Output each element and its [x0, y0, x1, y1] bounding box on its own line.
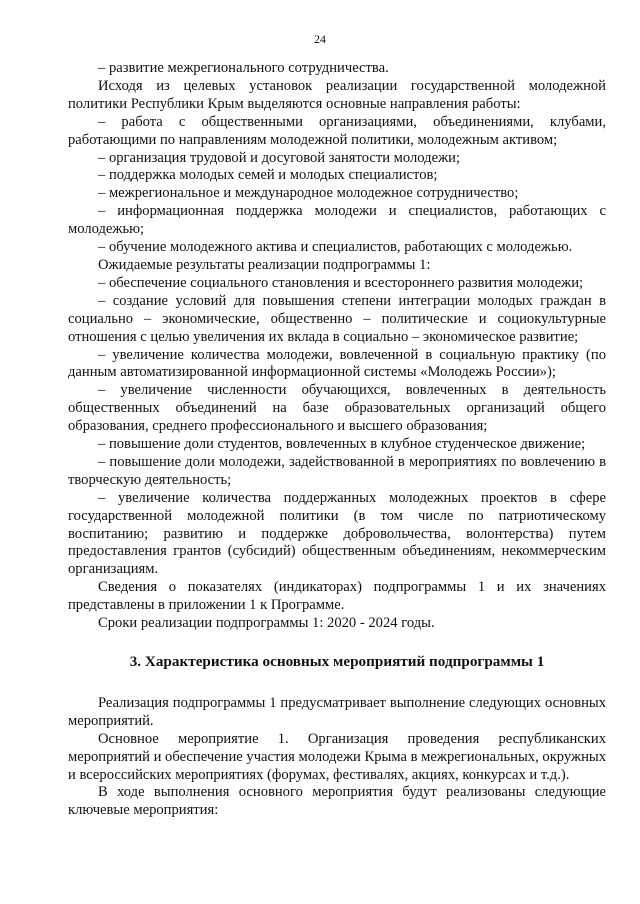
paragraph: Реализация подпрограммы 1 предусматривает выполнение следующих основных мероприятий. — [68, 694, 606, 729]
paragraph: – межрегиональное и международное молодежное сотрудничество; — [98, 185, 519, 202]
paragraph: – создание условий для повышения степени интеграции молодых граждан в социально – экономические, общественно – политические и социокультурные отношения с целью увеличения их вклада в социально – экономическое развитие; — [68, 292, 606, 345]
paragraph: – повышение доли молодежи, задействованной в мероприятиях по вовлечению в творческую деятельность; — [68, 453, 606, 488]
paragraph: – увеличение количества молодежи, вовлеченной в социальную практику (по данным автоматизированной информационной системы «Молодежь России»); — [68, 346, 606, 381]
page-number: 24 — [314, 32, 326, 46]
paragraph: Исходя из целевых установок реализации государственной молодежной политики Республики Крым выделяются основные направления работы: — [68, 77, 606, 112]
paragraph: Ожидаемые результаты реализации подпрограммы 1: — [98, 256, 431, 273]
paragraph: В ходе выполнения основного мероприятия будут реализованы следующие ключевые мероприятия: — [68, 784, 606, 819]
paragraph: – обучение молодежного актива и специалистов, работающих с молодежью. — [98, 239, 573, 256]
paragraph: – развитие межрегионального сотрудничества. — [98, 60, 389, 76]
paragraph: Сроки реализации подпрограммы 1: 2020 - 2024 годы. — [98, 615, 435, 632]
paragraph: – организация трудовой и досуговой занятости молодежи; — [98, 149, 461, 166]
paragraph: – поддержка молодых семей и молодых специалистов; — [98, 167, 438, 184]
document-body — [68, 60, 606, 820]
paragraph: – увеличение численности обучающихся, вовлеченных в деятельность общественных объединений на базе образовательных организаций общего образования, среднего профессионального и высшего образования; — [68, 382, 606, 435]
paragraph: Основное мероприятие 1. Организация проведения республиканских мероприятий и обеспечение участия молодежи Крыма в межрегиональных, окружных и всероссийских мероприятиях (форумах, фестивалях, акциях, конкурсах и т.д.). — [68, 730, 606, 783]
paragraph: – работа с общественными организациями, объединениями, клубами, работающими по направлениям молодежной политики, молодежным активом; — [68, 113, 606, 148]
paragraph: – увеличение количества поддержанных молодежных проектов в сфере государственной молодежной политики (в том числе по патриотическому воспитанию; развитию и поддержке добровольчества, волонтерства) путем предоставления грантов (субсидий) общественным объединениям, некоммерческим организациям. — [68, 489, 606, 578]
paragraph: – обеспечение социального становления и всестороннего развития молодежи; — [98, 274, 584, 291]
section-heading: 3. Характеристика основных мероприятий подпрограммы 1 — [129, 653, 545, 670]
paragraph: Сведения о показателях (индикаторах) подпрограммы 1 и их значениях представлены в приложении 1 к Программе. — [68, 579, 606, 614]
paragraph: – информационная поддержка молодежи и специалистов, работающих с молодежью; — [68, 203, 606, 238]
paragraph: – повышение доли студентов, вовлеченных в клубное студенческое движение; — [98, 436, 586, 453]
